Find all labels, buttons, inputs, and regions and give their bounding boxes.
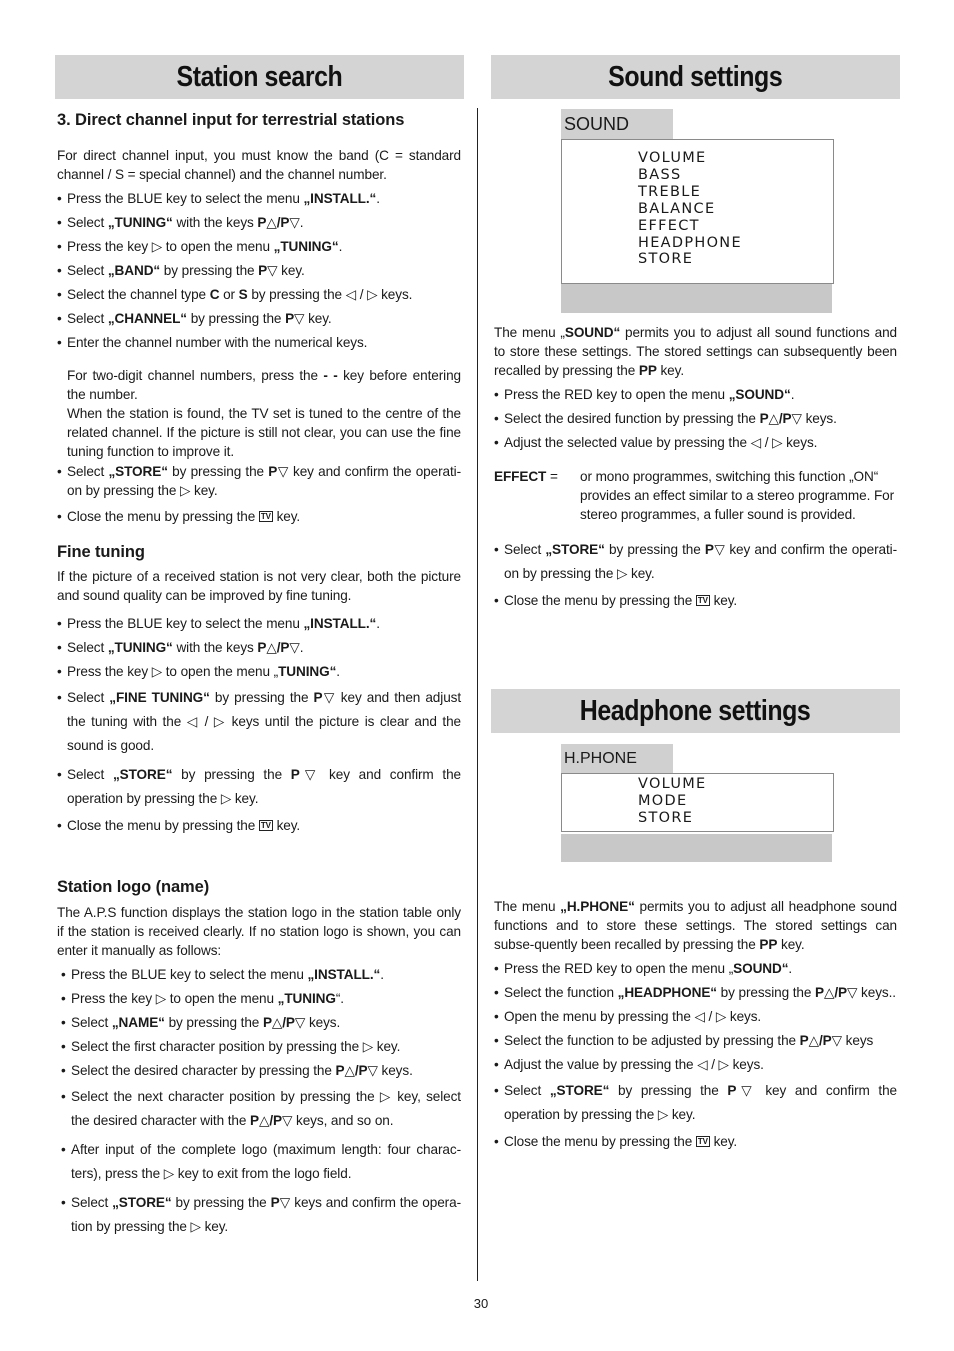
sound-menu-box [561,139,834,284]
list-item: • Enter the channel number with the numerical keys. [57,333,461,352]
sound-menu-item-volume: VOLUME [638,150,707,166]
two-digit-note: For two-digit channel numbers, press the - - key before entering the number. [67,368,462,402]
list-item: • Select „STORE“ by pressing the P▽ key and confirm the operation by pressing the ▷ key. [494,1079,897,1127]
list-item: • Press the key ▷ to open the menu „TUNING“. [61,989,461,1008]
list-item: • Press the BLUE key to select the menu „INSTALL.“. [61,965,461,984]
direct-channel-intro: For direct channel input, you must know the band (C = standard channel / S = special channel) and the channel number. [57,148,461,182]
list-item: • Select „STORE“ by pressing the P▽ key and confirm the operati-on by pressing the ▷ key. [494,538,897,586]
list-item: • Select „TUNING“ with the keys P△/P▽. [57,213,461,232]
list-item: • Select „TUNING“ with the keys P△/P▽. [57,638,461,657]
list-item: • Select the next character position by pressing the ▷ key, select the desired character with the P△/P▽ keys, and so on. [61,1085,461,1133]
headphone-settings-title: Headphone settings [580,694,811,727]
hphone-menu-item-volume: VOLUME [638,776,707,792]
headphone-text-block [494,897,897,1151]
sound-settings-banner [491,55,900,99]
list-item: • Press the RED key to open the menu „SOUND“. [494,385,897,404]
list-item: • Press the key ▷ to open the menu „TUNING“. [57,662,461,681]
list-item: • Close the menu by pressing the TV key. [494,1132,897,1151]
hphone-menu-item-store: STORE [638,810,694,826]
sound-intro: The menu „SOUND“ permits you to adjust all sound functions and to store these settings. The stored settings can subsequently been recalled by pressing the PP key. [494,325,897,378]
sound-menu-item-headphone: HEADPHONE [638,235,742,251]
list-item: • Select „CHANNEL“ by pressing the P▽ key. [57,309,461,328]
list-item: • Select the function to be adjusted by pressing the P△/P▽ keys [494,1031,897,1050]
list-item: • Select „STORE“ by pressing the P▽ key and confirm the operation by pressing the ▷ key. [57,763,461,811]
tv-key-icon: TV [697,1137,708,1146]
hphone-menu-footer-bar [561,834,832,862]
list-item: • Close the menu by pressing the TV key. [494,591,897,610]
list-item: • Press the BLUE key to select the menu „INSTALL.“. [57,614,461,633]
tv-key-icon: TV [260,512,271,521]
station-search-title: Station search [176,60,343,93]
sound-menu-item-bass: BASS [638,167,682,183]
list-item: • After input of the complete logo (maximum length: four charac-ters), press the ▷ key to exit from the logo field. [61,1138,461,1186]
sound-menu-footer-bar [561,284,832,313]
fine-tuning-intro: If the picture of a received station is not very clear, both the picture and sound quality can be improved by fine tuning. [57,569,461,603]
effect-description: or mono programmes, switching this function „ON“ provides an effect similar to a stereo programme. For stereo programmes, a fuller sound is provided. [580,469,895,522]
sound-menu-item-effect: EFFECT [638,218,700,234]
direct-channel-heading: 3. Direct channel input for terrestrial stations [57,111,405,129]
fine-tuning-heading: Fine tuning [57,543,145,561]
sound-settings-title: Sound settings [608,60,783,93]
left-column [57,110,461,1239]
list-item: • Select the channel type C or S by pressing the ◁ / ▷ keys. [57,285,461,304]
hphone-intro: The menu „H.PHONE“ permits you to adjust all headphone sound functions and to store these settings. The stored settings can subse-quently been recalled by pressing the PP key. [494,899,897,952]
sound-text-block [494,323,897,610]
station-logo-heading: Station logo (name) [57,878,210,896]
effect-definition: EFFECT = or mono programmes, switching this function „ON“ provides an effect similar to a stereo programme. For stereo programmes, a fuller sound is provided. [494,467,897,524]
list-item: • Select the desired function by pressing the P△/P▽ keys. [494,409,897,428]
station-logo-intro: The A.P.S function displays the station logo in the station table only if the station is received clearly. If no station logo is shown, you can enter it manually as follows: [57,905,461,958]
list-item: • Adjust the value by pressing the ◁ / ▷ keys. [494,1055,897,1074]
hphone-menu-tab: H.PHONE [561,744,673,773]
list-item: • Press the key ▷ to open the menu „TUNING“. [57,237,461,256]
tv-key-icon: TV [260,821,271,830]
tv-key-icon: TV [697,596,708,605]
headphone-settings-banner [491,689,900,733]
sound-menu-item-treble: TREBLE [638,184,702,200]
list-item: • Select „NAME“ by pressing the P△/P▽ keys. [61,1013,461,1032]
list-item: • Select „BAND“ by pressing the P▽ key. [57,261,461,280]
sound-menu-tab: SOUND [561,109,673,139]
list-item: • Select the first character position by pressing the ▷ key. [61,1037,461,1056]
list-item: • Open the menu by pressing the ◁ / ▷ keys. [494,1007,897,1026]
list-item: • Select the function „HEADPHONE“ by pressing the P△/P▽ keys.. [494,983,897,1002]
station-found-note: When the station is found, the TV set is tuned to the centre of the related channel. If the picture is still not clear, you can use the fine tuning function to improve it. [67,406,461,459]
page-number: 30 [473,1296,489,1311]
list-item: • Select the desired character by pressing the P△/P▽ keys. [61,1061,461,1080]
column-divider [477,108,478,1281]
list-item: • Select „STORE“ by pressing the P▽ key and confirm the operati-on by pressing the ▷ key. [57,462,461,500]
hphone-menu-box [561,773,834,832]
list-item: • Close the menu by pressing the TV key. [57,507,461,526]
list-item: • Close the menu by pressing the TV key. [57,816,461,835]
list-item: • Select „STORE“ by pressing the P▽ keys and confirm the opera-tion by pressing the ▷ key. [61,1191,461,1239]
sound-menu-item-store: STORE [638,251,694,267]
list-item: • Adjust the selected value by pressing the ◁ / ▷ keys. [494,433,897,452]
sound-menu-item-balance: BALANCE [638,201,716,217]
effect-label: EFFECT [494,469,547,484]
list-item: • Press the RED key to open the menu „SOUND“. [494,959,897,978]
list-item: • Select „FINE TUNING“ by pressing the P▽ key and then adjust the tuning with the ◁ / ▷ keys until the picture is clear and the sound is good. [57,686,461,758]
hphone-menu-item-mode: MODE [638,793,688,809]
station-search-banner [55,55,464,99]
list-item: • Press the BLUE key to select the menu „INSTALL.“. [57,189,461,208]
